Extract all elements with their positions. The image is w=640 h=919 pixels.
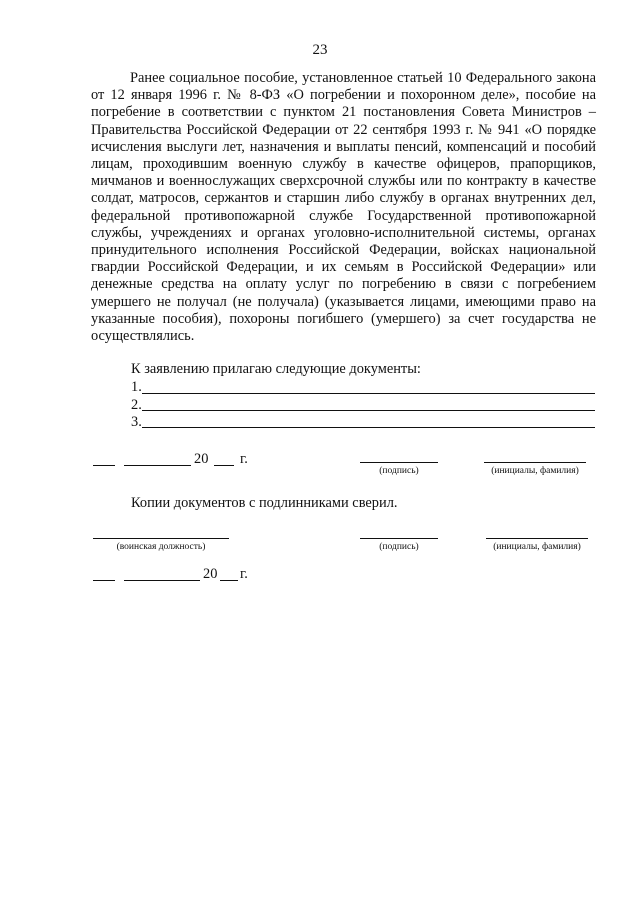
date-year-prefix-1: 20 bbox=[194, 451, 209, 467]
signature-line-1[interactable] bbox=[360, 462, 438, 463]
initials-line-2[interactable] bbox=[486, 538, 588, 539]
attachment-line-2[interactable] bbox=[142, 410, 595, 411]
date-day-line-2[interactable] bbox=[93, 580, 115, 581]
initials-label-2: (инициалы, фамилия) bbox=[493, 542, 581, 552]
signature-label-2: (подпись) bbox=[379, 542, 419, 552]
position-line[interactable] bbox=[93, 538, 229, 539]
date-year-line-2[interactable] bbox=[220, 580, 238, 581]
signature-line-2[interactable] bbox=[360, 538, 438, 539]
initials-label-1: (инициалы, фамилия) bbox=[491, 466, 579, 476]
date-day-line-1[interactable] bbox=[93, 465, 115, 466]
page-number: 23 bbox=[312, 42, 328, 58]
date-year-prefix-2: 20 bbox=[203, 566, 218, 582]
date-month-line-1[interactable] bbox=[124, 465, 191, 466]
attachment-line-3[interactable] bbox=[142, 427, 595, 428]
signature-label-1: (подпись) bbox=[379, 466, 419, 476]
attachment-number-2: 2. bbox=[131, 397, 142, 413]
position-label: (воинская должность) bbox=[116, 542, 206, 552]
verify-text: Копии документов с подлинниками сверил. bbox=[131, 495, 398, 511]
main-paragraph: Ранее социальное пособие, установленное статьей 10 Федерального закона от 12 января 1996 г. № 8-ФЗ «О погребении и похоронном деле», пособие на погребение в соответствии с пунктом 21 постановления Совета Министров – Правительства Российской Федерации от 22 сентября 1993 г. № 941 «О порядке исчисления выслуги лет, назначения и выплаты пенсий, компенсаций и пособий лицам, проходившим военную службу в качестве офицеров, прапорщиков, мичманов и военнослужащих сверхсрочной службы или по контракту в качестве солдат, матросов, сержантов и старшин либо службу в органах внутренних дел, федеральной противопожарной службе Государственной противопожарной службы, учреждениях и органах уголовно-исполнительной системы, органах принудительного исполнения Российской Федерации, войсках национальной гвардии Российской Федерации, и их семьям в Российской Федерации» или денежные средства на оплату услуг по погребению в связи с погребением умершего не получал (не получала) (указывается лицами, имеющими право на указанные пособия), похороны погибшего (умершего) за счет государства не осуществлялись. bbox=[91, 70, 596, 345]
attachment-number-1: 1. bbox=[131, 379, 142, 395]
attachment-number-3: 3. bbox=[131, 414, 142, 430]
initials-line-1[interactable] bbox=[484, 462, 586, 463]
attachments-heading: К заявлению прилагаю следующие документы: bbox=[131, 361, 421, 377]
date-year-line-1[interactable] bbox=[214, 465, 234, 466]
date-year-suffix-1: г. bbox=[240, 451, 248, 467]
date-month-line-2[interactable] bbox=[124, 580, 200, 581]
date-year-suffix-2: г. bbox=[240, 566, 248, 582]
attachment-line-1[interactable] bbox=[142, 393, 595, 394]
